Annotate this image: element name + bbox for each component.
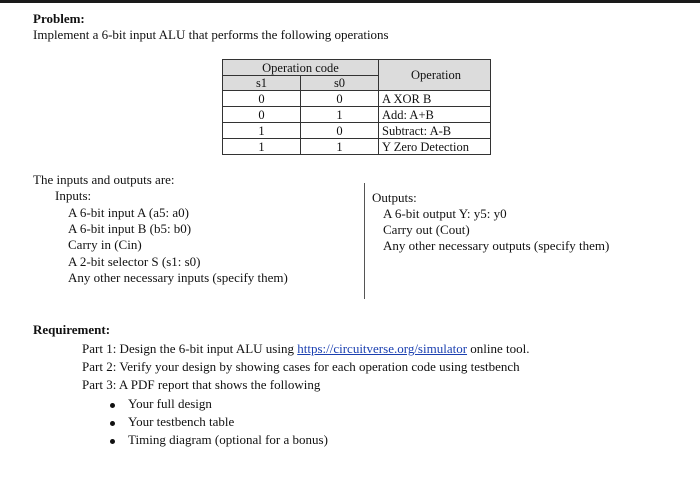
s1-cell: 1 <box>223 139 301 155</box>
inputs-label: Inputs: <box>55 188 92 203</box>
io-intro: The inputs and outputs are: <box>33 172 175 187</box>
list-item: Your full design <box>128 396 212 411</box>
output-item: A 6-bit output Y: y5: y0 <box>383 206 507 221</box>
top-border <box>0 0 700 3</box>
problem-statement: Implement a 6-bit input ALU that performs the following operations <box>33 27 389 42</box>
s0-header: s0 <box>301 76 379 91</box>
circuitverse-link[interactable]: https://circuitverse.org/simulator <box>297 341 468 356</box>
input-item: Carry in (Cin) <box>68 237 142 252</box>
table-row <box>223 107 491 123</box>
table-row <box>223 139 491 155</box>
s0-cell: 0 <box>301 123 379 139</box>
bullet-icon <box>110 421 115 426</box>
operation-table <box>222 59 491 155</box>
input-item: A 6-bit input A (a5: a0) <box>68 205 189 220</box>
input-item: A 6-bit input B (b5: b0) <box>68 221 192 236</box>
s1-cell: 0 <box>223 91 301 107</box>
outputs-label: Outputs: <box>372 190 417 205</box>
table-row <box>223 123 491 139</box>
operation-cell: Add: A+B <box>379 107 491 123</box>
s0-cell: 1 <box>301 139 379 155</box>
part1-suffix: online tool. <box>467 341 530 356</box>
part1-text: Part 1: Design the 6-bit input ALU using <box>82 341 298 356</box>
operation-cell: Y Zero Detection <box>379 139 491 155</box>
output-item: Carry out (Cout) <box>383 222 470 237</box>
s0-cell: 1 <box>301 107 379 123</box>
s1-cell: 0 <box>223 107 301 123</box>
requirement-heading: Requirement: <box>33 322 111 337</box>
table-row <box>223 91 491 107</box>
bullet-icon <box>110 439 115 444</box>
operation-cell: Subtract: A-B <box>379 123 491 139</box>
operation-code-header: Operation code <box>223 60 379 76</box>
requirement-part3: Part 3: A PDF report that shows the following <box>82 377 321 392</box>
bullet-icon <box>110 403 115 408</box>
list-item: Your testbench table <box>128 414 235 429</box>
input-item: A 2-bit selector S (s1: s0) <box>68 254 201 269</box>
input-item: Any other necessary inputs (specify them) <box>68 270 288 285</box>
s1-header: s1 <box>223 76 301 91</box>
column-divider <box>364 183 365 299</box>
operation-cell: A XOR B <box>379 91 491 107</box>
operation-header: Operation <box>379 60 491 91</box>
problem-heading: Problem: <box>33 11 85 26</box>
output-item: Any other necessary outputs (specify them) <box>383 238 610 253</box>
s0-cell: 0 <box>301 91 379 107</box>
s1-cell: 1 <box>223 123 301 139</box>
requirement-part2: Part 2: Verify your design by showing cases for each operation code using testbench <box>82 359 520 374</box>
requirement-part1 <box>82 341 530 357</box>
list-item: Timing diagram (optional for a bonus) <box>128 432 328 447</box>
